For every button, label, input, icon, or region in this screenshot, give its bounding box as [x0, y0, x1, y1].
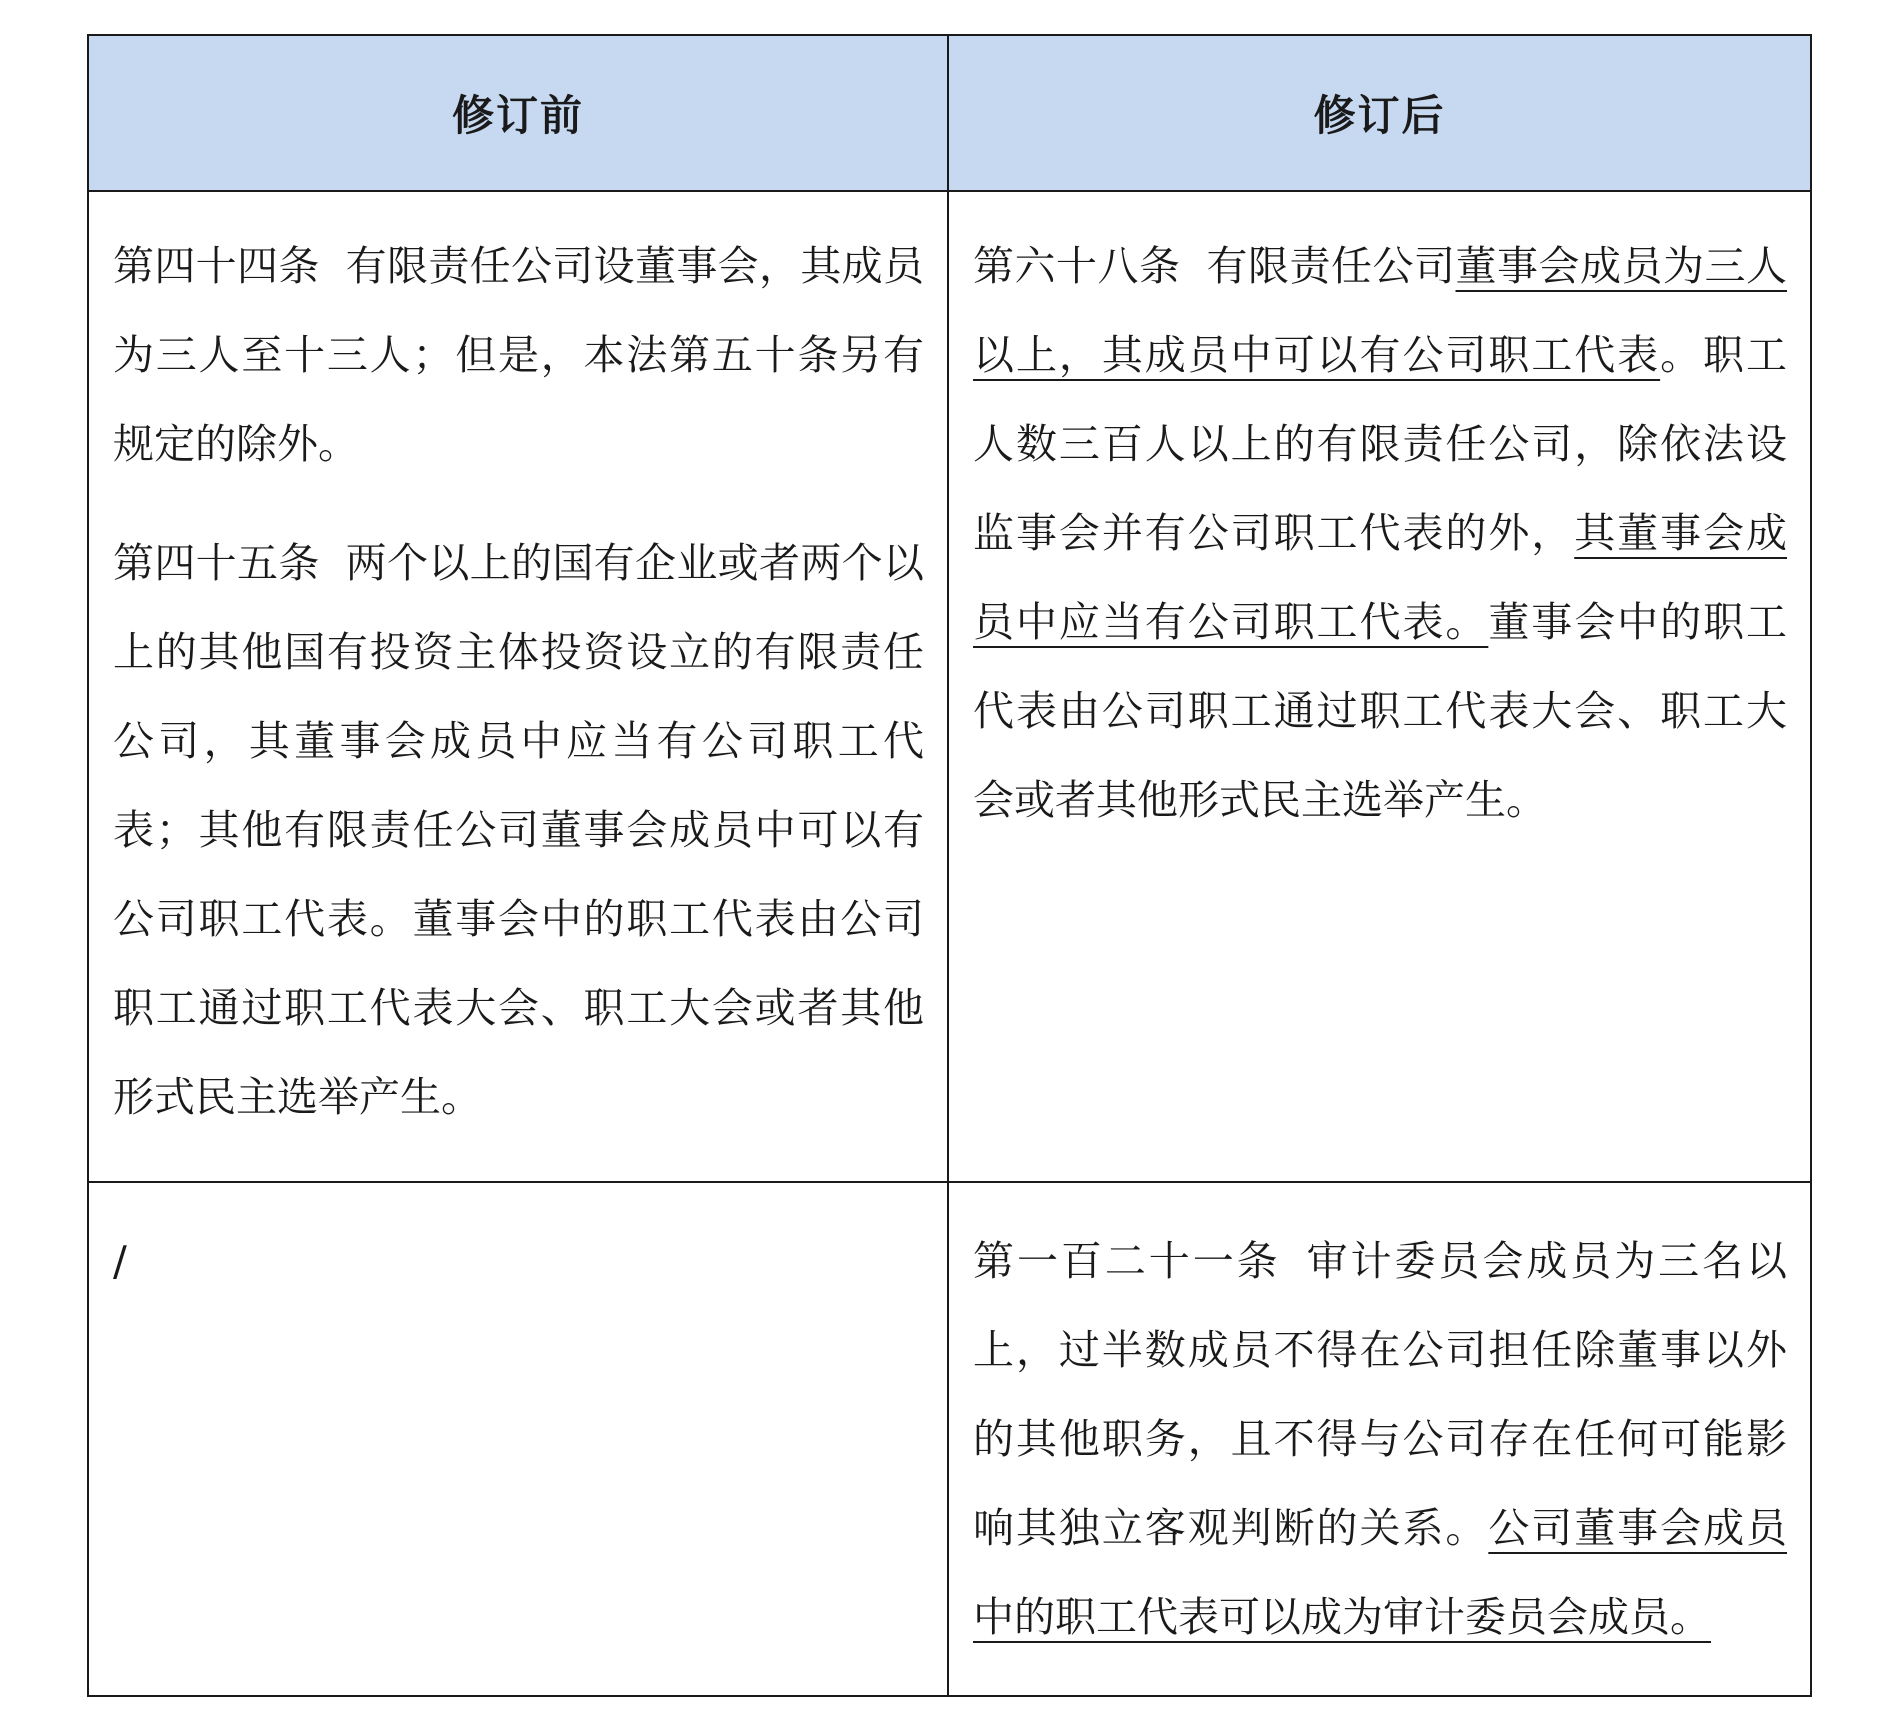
article-paragraph [113, 222, 924, 489]
article-text: 审计委员会成员为三名以上，过半数成员不得在公司担任除董事以外的其他职务，且不得与公司存在任何可能影响其独立客观判断的关系。 [973, 1237, 1788, 1552]
article-number: 第四十四条 [113, 242, 320, 290]
cell-after [948, 191, 1811, 1182]
article-text: 董事会中的职工代表由公司职工通过职工代表大会、职工大会或者其他形式民主选举产生。 [973, 598, 1788, 824]
header-row [88, 35, 1811, 191]
cell-before [88, 1182, 948, 1696]
header-before: 修订前 [88, 35, 948, 191]
article-text: 两个以上的国有企业或者两个以上的其他国有投资主体投资设立的有限责任公司，其董事会成员中应当有公司职工代表；其他有限责任公司董事会成员中可以有公司职工代表。董事会中的职工代表由公司职工通过职工代表大会、职工大会或者其他形式民主选举产生。 [113, 539, 925, 1121]
table-row [88, 191, 1811, 1182]
header-after: 修订后 [948, 35, 1811, 191]
amended-text: 公司董事会成员中的职工代表可以成为审计委员会成员。 [973, 1504, 1788, 1641]
article-paragraph [973, 1217, 1787, 1662]
article-number: 第六十八条 [973, 242, 1181, 290]
amended-text: 董事会成员为三人以上，其成员中可以有公司职工代表 [973, 242, 1787, 379]
article-paragraph [113, 519, 924, 1142]
article-number: 第一百二十一条 [973, 1237, 1281, 1285]
article-text: 有限责任公司设董事会，其成员为三人至十三人；但是，本法第五十条另有规定的除外。 [113, 242, 925, 468]
amended-text: 其董事会成员中应当有公司职工代表。 [973, 509, 1788, 646]
cell-before [88, 191, 948, 1182]
article-text: 。职工人数三百人以上的有限责任公司，除依法设监事会并有公司职工代表的外， [973, 331, 1787, 557]
article-text: 有限责任公司 [1206, 242, 1456, 290]
revision-comparison-table [87, 34, 1812, 1697]
article-number: 第四十五条 [113, 539, 320, 587]
cell-after [948, 1182, 1811, 1696]
empty-marker: / [113, 1237, 127, 1285]
article-paragraph [973, 222, 1787, 845]
table-row [88, 1182, 1811, 1696]
